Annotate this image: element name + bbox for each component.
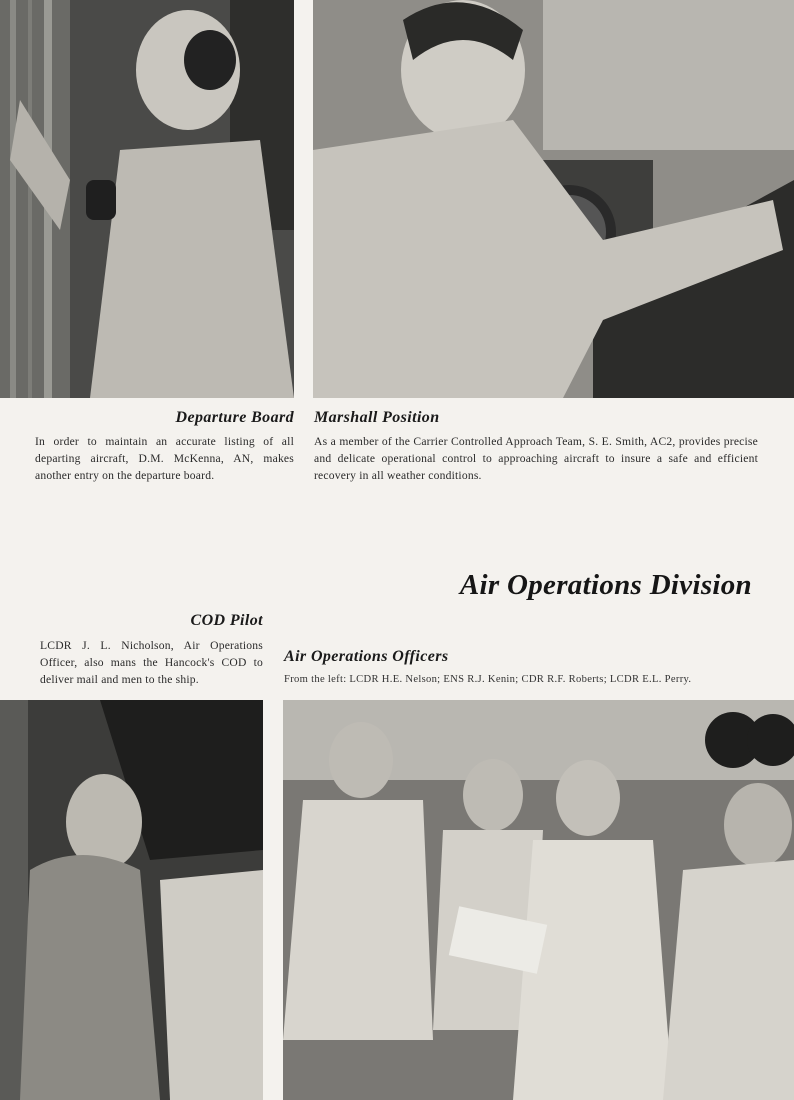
cod-pilot-photo	[0, 700, 263, 1100]
marshall-position-title: Marshall Position	[314, 409, 440, 426]
departure-board-title: Departure Board	[175, 409, 294, 426]
departure-board-caption: In order to maintain an accurate listing of all departing aircraft, D.M. McKenna, AN, makes another entry on the departure board.	[35, 435, 294, 482]
air-operations-officers-title: Air Operations Officers	[284, 648, 449, 665]
cod-pilot-caption: LCDR J. L. Nicholson, Air Operations Officer, also mans the Hancock's COD to deliver mail and men to the ship.	[40, 639, 263, 686]
air-operations-officers-caption: From the left: LCDR H.E. Nelson; ENS R.J. Kenin; CDR R.F. Roberts; LCDR E.L. Perry.	[284, 674, 692, 685]
air-operations-officers-photo	[283, 700, 794, 1100]
cod-pilot-title: COD Pilot	[190, 612, 263, 629]
section-title: Air Operations Division	[459, 569, 752, 601]
marshall-position-photo	[313, 0, 794, 398]
marshall-position-caption: As a member of the Carrier Controlled Approach Team, S. E. Smith, AC2, provides precise and delicate operational control to approaching aircraft to insure a safe and efficient recovery in all weather conditions.	[314, 435, 758, 482]
departure-board-photo	[0, 0, 294, 398]
